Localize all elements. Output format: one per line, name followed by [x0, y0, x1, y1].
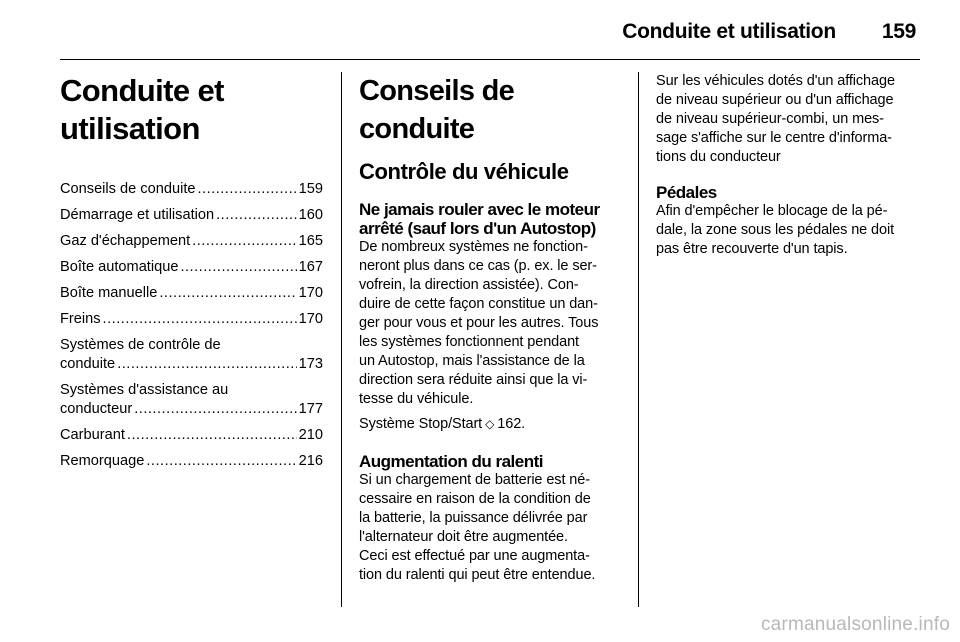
watermark: carmanualsonline.info [760, 614, 950, 635]
column-divider-2 [638, 72, 639, 607]
toc-page: 160 [298, 207, 323, 223]
heading-engine-off: Ne jamais rouler avec le moteur arrêté (sauf lors d'un Autostop) [359, 200, 600, 238]
toc-item[interactable] [60, 284, 323, 303]
toc-item[interactable] [60, 426, 323, 445]
toc-page: 167 [298, 259, 323, 275]
toc-item[interactable] [60, 180, 323, 199]
toc-item[interactable] [60, 381, 323, 419]
section-column [359, 72, 623, 585]
table-of-contents [60, 180, 323, 471]
paragraph-display: Sur les véhicules dotés d'un affichage de niveau supérieur ou d'un affichage de niveau supérieur-combi, un mes- sage s'affiche sur le centre d'informa- tions du conducteur [656, 73, 895, 165]
toc-label: Conseils de conduite [60, 181, 196, 197]
toc-label: conducteur [60, 401, 133, 417]
toc-page: 177 [298, 401, 323, 417]
toc-item[interactable] [60, 206, 323, 225]
toc-label: Boîte manuelle [60, 285, 158, 301]
continuation-column [656, 72, 922, 259]
toc-label: Freins [60, 311, 101, 327]
toc-item[interactable] [60, 310, 323, 329]
reference-text: Système Stop/Start [359, 416, 483, 432]
reference-arrow-icon: ◇ [485, 417, 495, 431]
toc-item[interactable] [60, 336, 323, 374]
heading-idle-increase: Augmentation du ralenti [359, 452, 543, 471]
chapter-column [60, 72, 323, 487]
toc-item[interactable] [60, 258, 323, 277]
paragraph-idle-increase: Si un chargement de batterie est né- cessaire en raison de la condition de la batterie, la puissance délivrée par l'alternateur doit être augmentée. Ceci est effectué par une augmenta- tion du ralenti qui peut être entendue. [359, 472, 596, 583]
toc-page: 159 [298, 181, 323, 197]
section-title: Conseils de conduite [359, 75, 515, 145]
toc-page: 173 [298, 356, 323, 372]
toc-page: 210 [298, 427, 323, 443]
toc-item[interactable] [60, 232, 323, 251]
toc-label-line: Systèmes d'assistance au [60, 382, 229, 398]
subsection-title: Contrôle du véhicule [359, 159, 569, 184]
toc-label: Boîte automatique [60, 259, 179, 275]
heading-pedals: Pédales [656, 183, 717, 202]
toc-page: 170 [298, 311, 323, 327]
paragraph-engine-off: De nombreux systèmes ne fonction- neront plus dans ce cas (p. ex. le ser- vofrein, la direction assistée). Con- duire de cette façon constitue un dan- ger pour vous et pour les autres. Tous les systèmes fonctionnent pendant un Autostop, mais l'assistance de la direction sera réduite ainsi que la vi- tesse du véhicule. [359, 239, 599, 407]
header-rule [60, 59, 920, 60]
toc-label: conduite [60, 356, 116, 372]
toc-label: Démarrage et utilisation [60, 207, 215, 223]
page-number: 159 [881, 20, 916, 43]
column-divider-1 [341, 72, 342, 607]
toc-label: Remorquage [60, 453, 145, 469]
running-title: Conduite et utilisation [622, 20, 836, 43]
toc-page: 170 [298, 285, 323, 301]
toc-page: 216 [298, 453, 323, 469]
chapter-title: Conduite et utilisation [60, 73, 224, 146]
running-header [622, 20, 916, 44]
paragraph-pedals: Afin d'empêcher le blocage de la pé- dale, la zone sous les pédales ne doit pas être recouverte d'un tapis. [656, 203, 895, 257]
cross-reference[interactable] [359, 415, 623, 434]
toc-label: Carburant [60, 427, 125, 443]
toc-page: 165 [298, 233, 323, 249]
reference-page: 162. [497, 416, 526, 432]
toc-label-line: Systèmes de contrôle de [60, 337, 221, 353]
toc-item[interactable] [60, 452, 323, 471]
toc-label: Gaz d'échappement [60, 233, 191, 249]
